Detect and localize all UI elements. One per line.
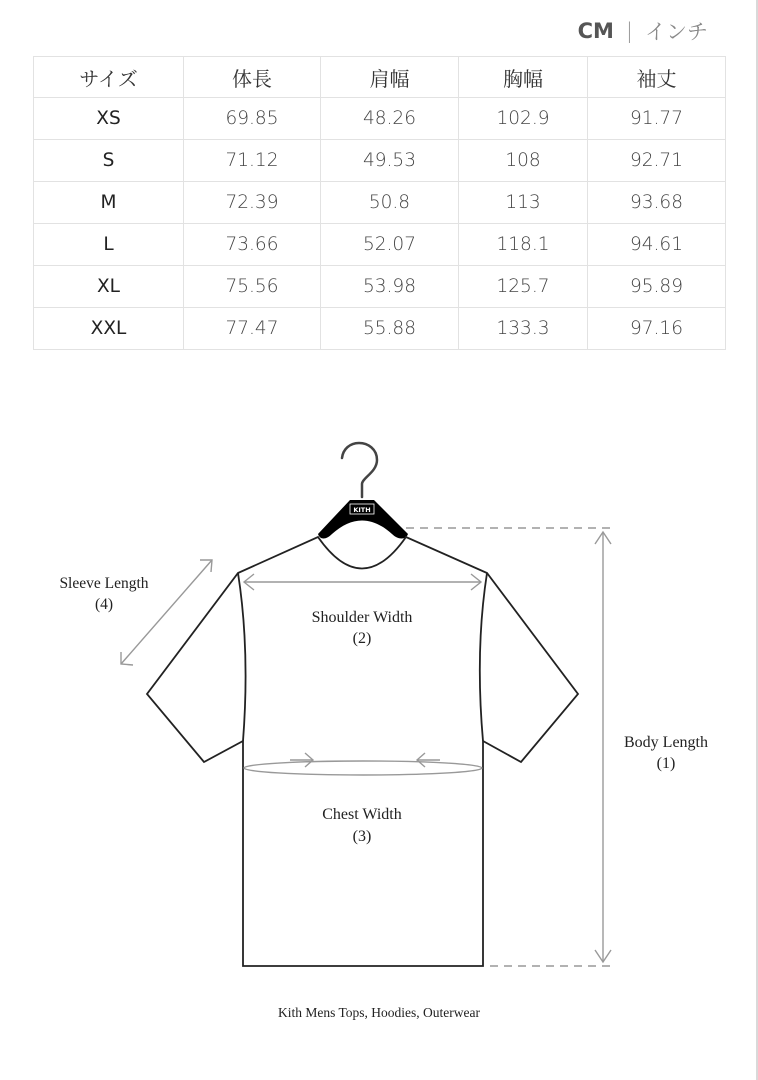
shoulder-width-number: (2)	[352, 630, 372, 647]
header-shoulder-width: 肩幅	[321, 57, 459, 98]
sleeve-length-label: Sleeve Length	[59, 575, 149, 592]
right-armhole-seam	[480, 573, 487, 741]
shoulder-width-label: Shoulder Width	[311, 609, 413, 626]
sleeve-length-cell: 97.16	[588, 308, 726, 350]
body-length-cell: 77.47	[184, 308, 321, 350]
header-body-length: 体長	[184, 57, 321, 98]
chest-width-cell: 118.1	[459, 224, 588, 266]
chest-width-cell: 102.9	[459, 98, 588, 140]
body-length-cell: 71.12	[184, 140, 321, 182]
hanger-hook	[342, 443, 377, 497]
size-cell: L	[34, 224, 184, 266]
shoulder-width-arrow	[244, 574, 481, 590]
sleeve-length-cell: 92.71	[588, 140, 726, 182]
table-row	[34, 98, 726, 140]
sleeve-length-number: (4)	[94, 596, 114, 613]
table-row	[34, 140, 726, 182]
chest-width-cell: 113	[459, 182, 588, 224]
table-row	[34, 224, 726, 266]
chest-width-cell: 133.3	[459, 308, 588, 350]
tshirt-outline	[147, 537, 578, 966]
unit-separator: |	[625, 19, 633, 43]
unit-toggle	[578, 16, 708, 46]
body-length-cell: 69.85	[184, 98, 321, 140]
header-chest-width: 胸幅	[459, 57, 588, 98]
chest-width-label: Chest Width	[322, 806, 402, 823]
chest-width-arrows	[290, 753, 440, 767]
sleeve-length-cell: 94.61	[588, 224, 726, 266]
size-cell: S	[34, 140, 184, 182]
chest-width-cell: 125.7	[459, 266, 588, 308]
hanger-brand-text: KITH	[353, 506, 371, 514]
sleeve-length-cell: 91.77	[588, 98, 726, 140]
size-cell: XL	[34, 266, 184, 308]
shoulder-width-cell: 49.53	[321, 140, 459, 182]
table-row	[34, 308, 726, 350]
body-length-cell: 73.66	[184, 224, 321, 266]
body-length-arrow	[406, 528, 612, 966]
measurement-diagram	[0, 430, 758, 1000]
unit-cm-option[interactable]: CM	[577, 19, 614, 43]
body-length-cell: 72.39	[184, 182, 321, 224]
left-armhole-seam	[238, 573, 246, 741]
chest-width-cell: 108	[459, 140, 588, 182]
header-size: サイズ	[34, 57, 184, 98]
sleeve-length-cell: 95.89	[588, 266, 726, 308]
size-chart-table	[33, 56, 726, 350]
unit-inch-option[interactable]: インチ	[645, 20, 708, 44]
sleeve-length-cell: 93.68	[588, 182, 726, 224]
product-category-caption: Kith Mens Tops, Hoodies, Outerwear	[277, 1005, 481, 1020]
chest-width-number: (3)	[352, 828, 372, 845]
body-length-number: (1)	[656, 755, 676, 772]
body-length-cell: 75.56	[184, 266, 321, 308]
shoulder-width-cell: 53.98	[321, 266, 459, 308]
header-sleeve-length: 袖丈	[588, 57, 726, 98]
tshirt-diagram-svg	[0, 430, 758, 1000]
shoulder-width-cell: 48.26	[321, 98, 459, 140]
size-cell: XXL	[34, 308, 184, 350]
size-cell: XS	[34, 98, 184, 140]
shoulder-width-cell: 52.07	[321, 224, 459, 266]
table-header-row	[34, 57, 726, 98]
table-row	[34, 182, 726, 224]
body-length-label: Body Length	[624, 734, 708, 751]
size-cell: M	[34, 182, 184, 224]
shoulder-width-cell: 50.8	[321, 182, 459, 224]
table-row	[34, 266, 726, 308]
shoulder-width-cell: 55.88	[321, 308, 459, 350]
chest-width-ellipse	[244, 761, 482, 775]
